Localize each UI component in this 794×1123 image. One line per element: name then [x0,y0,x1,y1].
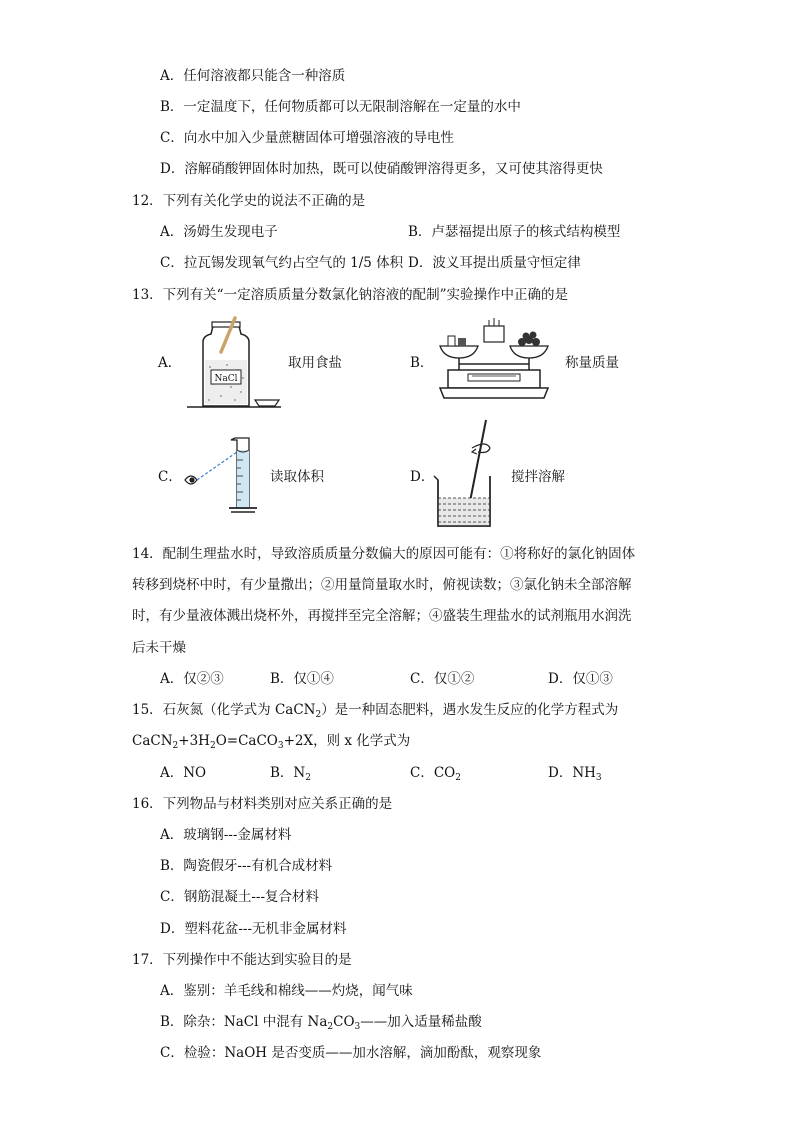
q15-equation-line: $CaCN_2+3H_2O=CaCO_3+2X$，则 x 化学式为 [132,733,411,751]
salt-jar-figure [183,312,283,412]
measuring-cylinder-figure [181,436,267,520]
q12-option-d: D．波义耳提出质量守恒定律 [408,255,581,271]
q14-option-c: C．仅①② [410,671,475,687]
q13-option-d-letter: D． [410,469,435,485]
q16-stem: 16．下列物品与材料类别对应关系正确的是 [132,796,393,812]
q14-stem-line-3: 时，有少量液体溅出烧杯外，再搅拌至完全溶解；④盛装生理盐水的试剂瓶用水润洗 [132,608,632,624]
balance-scale-figure [434,318,554,406]
q13-option-b-caption: 称量质量 [565,355,619,371]
q13-option-c-caption: 读取体积 [270,469,324,485]
q11-option-c: C．向水中加入少量蔗糖固体可增强溶液的导电性 [160,130,454,146]
q13-stem: 13．下列有关“一定溶质质量分数氯化钠溶液的配制”实验操作中正确的是 [132,287,568,303]
q12-option-b: B．卢瑟福提出原子的核式结构模型 [408,224,621,240]
q17-option-b: B．除杂：NaCl 中混有 $Na_2CO_3——$加入适量稀盐酸 [160,1014,482,1032]
beaker-stirring-figure [432,418,496,530]
q11-option-a: A．任何溶液都只能含一种溶质 [160,68,346,84]
q11-option-d: D．溶解硝酸钾固体时加热，既可以使硝酸钾溶得更多，又可使其溶得更快 [160,161,603,177]
q15-stem-line-1: 15．石灰氮（化学式为 CaCN$_2$）是一种固态肥料，遇水发生反应的化学方程式为 [132,702,619,720]
q16-option-d: D．塑料花盆---无机非金属材料 [160,921,347,937]
q16-option-a: A．玻璃钢---金属材料 [160,827,292,843]
q15-option-c: C．$CO_2$ [410,765,461,783]
q12-option-c: C．拉瓦锡发现氧气约占空气的 1/5 体积 [160,255,404,271]
q15-option-b: B．$N_2$ [270,765,311,783]
q14-stem-line-2: 转移到烧杯中时，有少量撒出；②用量筒量取水时，俯视读数；③氯化钠未全部溶解 [132,577,632,593]
q14-option-a: A．仅②③ [160,671,224,687]
q13-option-d-caption: 搅拌溶解 [511,469,565,485]
q13-option-a-letter: A． [158,355,182,371]
q11-option-b: B．一定温度下，任何物质都可以无限制溶解在一定量的水中 [160,99,521,115]
q16-option-b: B．陶瓷假牙---有机合成材料 [160,858,333,874]
q14-option-d: D．仅①③ [548,671,613,687]
q12-stem: 12．下列有关化学史的说法不正确的是 [132,193,366,209]
q15-option-a: A．NO [160,765,207,781]
q17-stem: 17．下列操作中不能达到实验目的是 [132,952,352,968]
q13-option-b-letter: B． [410,355,434,371]
q14-stem-line-1: 14．配制生理盐水时，导致溶质质量分数偏大的原因可能有：①将称好的氯化钠固体 [132,546,636,562]
q16-option-c: C．钢筋混凝土---复合材料 [160,889,320,905]
q17-option-c: C．检验：NaOH 是否变质——加水溶解，滴加酚酞，观察现象 [160,1045,542,1061]
q14-option-b: B．仅①④ [270,671,334,687]
jar-label-text: NaCl [214,374,238,384]
q12-option-a: A．汤姆生发现电子 [160,224,278,240]
q13-option-a-caption: 取用食盐 [288,355,342,371]
q13-option-c-letter: C． [158,469,182,485]
q14-stem-line-4: 后未干燥 [132,640,186,656]
q15-option-d: D．$NH_3$ [548,765,602,783]
q17-option-a: A．鉴别：羊毛线和棉线——灼烧，闻气味 [160,983,413,999]
